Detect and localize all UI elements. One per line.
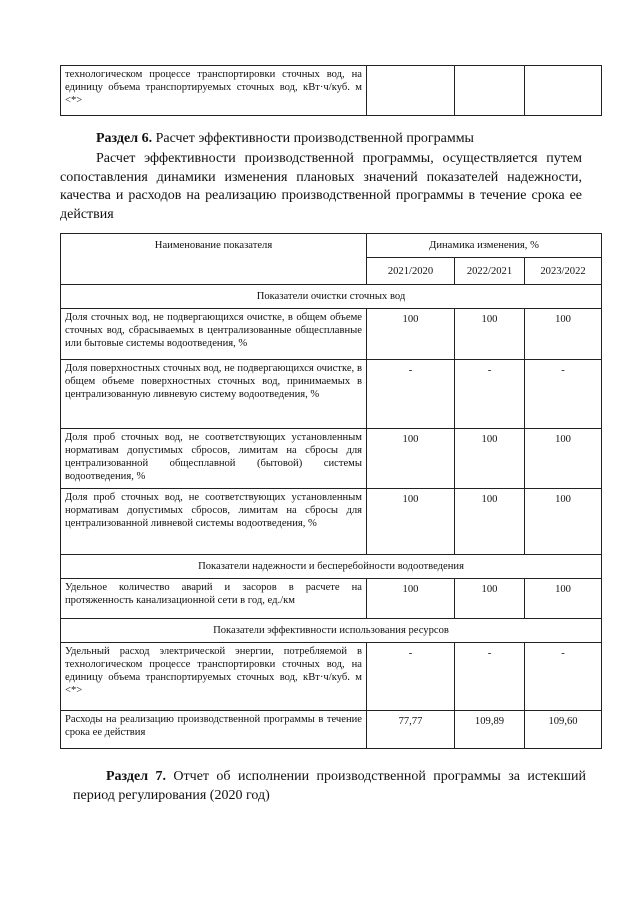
table-header-row: [61, 234, 602, 258]
section-7-number: Раздел 7.: [106, 769, 166, 784]
indicator-value: 100: [455, 489, 525, 555]
row-name: технологическом процессе транспортировки сточных вод, на единицу объема транспортируемых сточных вод, кВт·ч/куб. м <*>: [61, 66, 367, 116]
group-title: Показатели эффективности использования ресурсов: [61, 619, 602, 643]
indicator-value: -: [525, 643, 602, 711]
group-title: Показатели надежности и бесперебойности водоотведения: [61, 555, 602, 579]
section-6-heading: [96, 130, 474, 147]
indicator-value: 100: [367, 429, 455, 489]
indicator-value: 100: [525, 429, 602, 489]
row-value: [367, 66, 455, 116]
indicator-value: -: [367, 360, 455, 429]
indicator-value: 100: [455, 429, 525, 489]
indicator-value: 100: [525, 579, 602, 619]
row-value: [455, 66, 525, 116]
section-7-heading: [73, 768, 586, 805]
continued-table: [60, 65, 602, 116]
indicator-value: 100: [367, 579, 455, 619]
indicator-value: 100: [525, 309, 602, 360]
indicator-value: -: [455, 643, 525, 711]
table-row: [61, 711, 602, 749]
indicator-value: -: [367, 643, 455, 711]
group-title-row: [61, 555, 602, 579]
indicator-value: 109,89: [455, 711, 525, 749]
section-6-title: Расчет эффективности производственной программы: [155, 131, 474, 146]
indicator-value: 100: [455, 309, 525, 360]
indicator-value: 77,77: [367, 711, 455, 749]
section-6-number: Раздел 6.: [96, 131, 153, 146]
indicator-value: 100: [367, 489, 455, 555]
table-row: [61, 309, 602, 360]
header-year: 2022/2021: [455, 258, 525, 285]
table-row: [61, 66, 602, 116]
indicator-name: Доля проб сточных вод, не соответствующих установленным нормативам допустимых сбросов, лимитам на сбросы для централизованной ливневой системы водоотведения, %: [61, 489, 367, 555]
indicator-value: 100: [367, 309, 455, 360]
indicator-name: Удельный расход электрической энергии, потребляемой в технологическом процессе транспортировки сточных вод, на единицу объема транспортируемых сточных вод, кВт·ч/куб. м <*>: [61, 643, 367, 711]
indicator-name: Расходы на реализацию производственной программы в течение срока ее действия: [61, 711, 367, 749]
table-row: [61, 360, 602, 429]
table-row: [61, 643, 602, 711]
indicator-name: Доля проб сточных вод, не соответствующих установленным нормативам допустимых сбросов, лимитам на сбросы для централизованной общесплавной (бытовой) системы водоотведения, %: [61, 429, 367, 489]
table-row: [61, 579, 602, 619]
table-row: [61, 489, 602, 555]
indicator-value: 100: [525, 489, 602, 555]
indicator-value: -: [455, 360, 525, 429]
efficiency-table: [60, 233, 602, 749]
section-7-text: Отчет об исполнении производственной программы за истекший период регулирования (2020 год): [73, 769, 587, 803]
group-title-row: [61, 285, 602, 309]
group-title: Показатели очистки сточных вод: [61, 285, 602, 309]
header-indicator-name: Наименование показателя: [61, 234, 367, 285]
indicator-value: 100: [455, 579, 525, 619]
header-year: 2021/2020: [367, 258, 455, 285]
header-dynamics: Динамика изменения, %: [367, 234, 602, 258]
indicator-name: Удельное количество аварий и засоров в расчете на протяженность канализационной сети в год, ед./км: [61, 579, 367, 619]
header-year: 2023/2022: [525, 258, 602, 285]
indicator-value: 109,60: [525, 711, 602, 749]
group-title-row: [61, 619, 602, 643]
table-row: [61, 429, 602, 489]
indicator-value: -: [525, 360, 602, 429]
indicator-name: Доля поверхностных сточных вод, не подвергающихся очистке, в общем объеме поверхностных сточных вод, принимаемых в централизованную ливневую систему водоотведения, %: [61, 360, 367, 429]
section-6-paragraph: Расчет эффективности производственной программы, осуществляется путем сопоставления динамики изменения плановых значений показателей надежности, качества и расходов на реализацию производственной программы в течение срока ее действия: [60, 151, 582, 222]
row-value: [525, 66, 602, 116]
indicator-name: Доля сточных вод, не подвергающихся очистке, в общем объеме сточных вод, сбрасываемых в централизованные общесплавные или бытовые системы водоотведения, %: [61, 309, 367, 360]
